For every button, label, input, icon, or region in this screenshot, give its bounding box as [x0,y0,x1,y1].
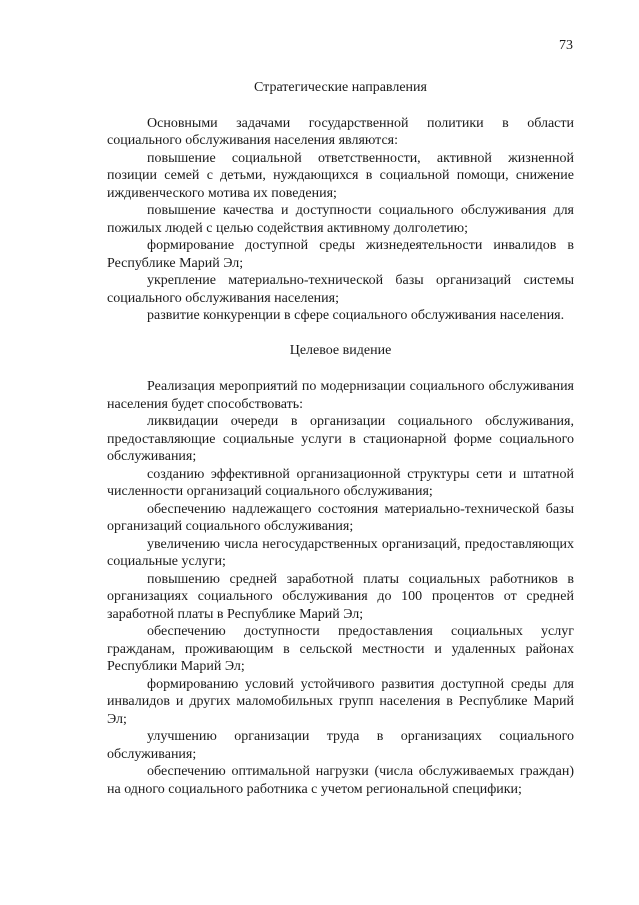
paragraph: Основными задачами государственной политики в области социального обслуживания населения являются: [107,115,574,148]
paragraph: укрепление материально-технической базы организаций системы социального обслуживания населения; [107,273,574,306]
paragraph: созданию эффективной организационной структуры сети и штатной численности организаций социального обслуживания; [107,466,574,499]
paragraph: Реализация мероприятий по модернизации социального обслуживания населения будет способствовать: [107,379,574,412]
paragraph: повышение социальной ответственности, активной жизненной позиции семей с детьми, нуждающихся в социальной помощи, снижение иждивенческого мотива их поведения; [107,150,574,201]
page-content [107,79,574,798]
paragraph: увеличению числа негосударственных организаций, предоставляющих социальные услуги; [107,536,574,569]
paragraph: развитие конкуренции в сфере социального обслуживания населения. [147,308,565,323]
paragraph: формированию условий устойчивого развития доступной среды для инвалидов и других маломобильных групп населения в Республике Марий Эл; [107,676,574,727]
paragraph: повышение качества и доступности социального обслуживания для пожилых людей с целью содействия активному долголетию; [107,203,574,236]
paragraph: ликвидации очереди в организации социального обслуживания, предоставляющие социальные услуги в стационарной форме социального обслуживания; [107,414,574,464]
paragraph: улучшению организации труда в организациях социального обслуживания; [107,729,574,762]
paragraph: обеспечению оптимальной нагрузки (числа обслуживаемых граждан) на одного социального работника с учетом региональной специфики; [107,764,574,797]
paragraph: формирование доступной среды жизнедеятельности инвалидов в Республике Марий Эл; [107,238,574,271]
page-number: 73 [559,38,573,53]
paragraph: повышению средней заработной платы социальных работников в организациях социального обслуживания до 100 процентов от средней заработной платы в Республике Марий Эл; [107,571,574,622]
section-heading-target-vision: Целевое видение [289,342,392,358]
section-heading-strategic-directions: Стратегические направления [254,80,427,95]
paragraph: обеспечению надлежащего состояния материально-технической базы организаций социального обслуживания; [107,501,574,534]
paragraph: обеспечению доступности предоставления социальных услуг гражданам, проживающим в сельской местности и удаленных районах Республики Марий Эл; [107,624,574,674]
